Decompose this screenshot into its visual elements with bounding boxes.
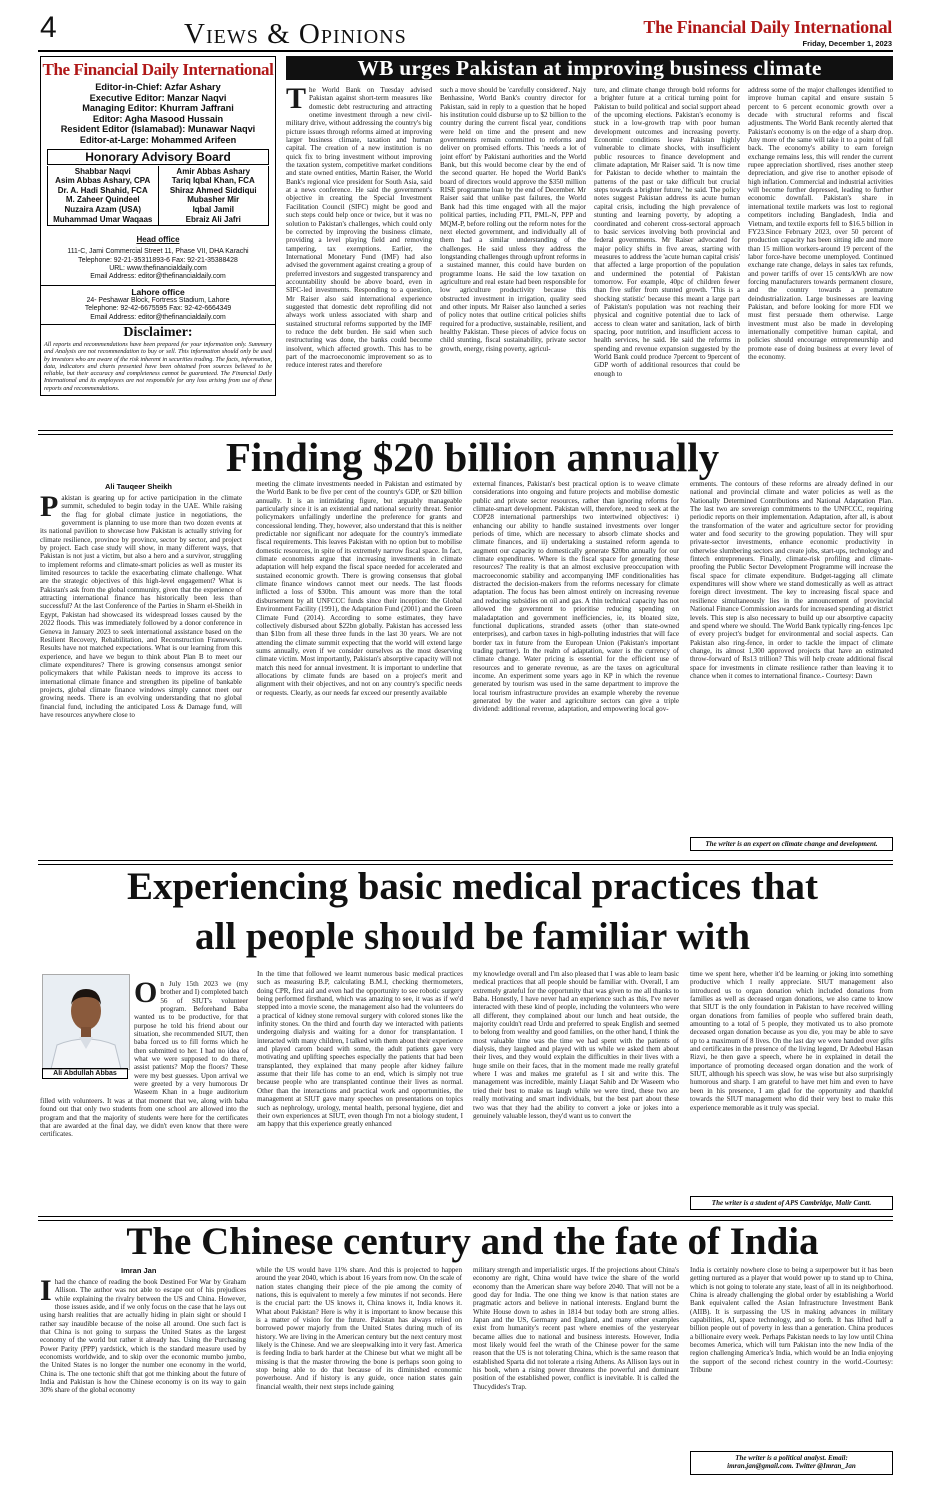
head-office-label <box>41 229 275 247</box>
lahore-office-address <box>41 297 275 322</box>
article2-writer-note: The writer is an expert on climate change and development. <box>690 837 893 851</box>
disclaimer-title: Disclaimer: <box>41 324 275 341</box>
article3-writer-note: The writer is a student of APS Cambridge, Malir Cantt. <box>690 1196 893 1210</box>
board-member: Muhammad Umar Waqaas <box>53 214 153 224</box>
article4-column-2: while the US would have 11% share. And this is projected to happen around the year 2040, which is about 16 years from now. On the scale of nation states changing their piece of the pie among the comity of nations, this is equivalent to merely a few minutes if not seconds. Here is the crucial part: the US knows it, China knows it, India knows it. What about Pakistan? Here is why it is important to know because this is a matter of vision for the future. Pakistan has always relied on borrowed power majorly from the United States during much of its history. We are living in the American century but the next century most likely is the Chinese. And we are sleepwalking into it very fast. America is feeding India to bark harder at the Chinese but what we might all be missing is that the master throwing the bone is perhaps soon going to stop being able to do that because of its diminished economic powerhouse. And if history is any guide, once nation states gain financial wealth, their next steps include gaining <box>256 1266 462 1391</box>
board-member: Dr. A. Hadi Shahid, FCA <box>57 185 148 195</box>
article2-column-4: ernments. The contours of these reforms are already defined in our national and provincial climate and water policies as well as the Nationally Determined Contributions and National Adaptation Plan. The last two are sovereign commitments to the UNFCCC, requiring periodic reports on their implementation. Adaptation, after all, is about the transformation of the water and agriculture sector for providing water and food security to the growing population. They will spur private-sector investments, enhance economic productivity in otherwise slumbering sectors and create jobs, start-ups, technology and fintech entrepreneurs. Finally, climate-risk profiling and climate-proofing the Public Sector Development Programme will increase the fiscal space for climate expenditure. Budget-tagging all climate expenditures will show where we stand domestically as well as attract foreign direct investment. The key to increasing fiscal space and resilience simultaneously lies in the announcement of provincial National Finance Commission awards for increased spending at district levels. This step is also necessary to build up our absorptive capacity and spend where we should. The World Bank typically ring-fences 1pc of every project's budget for environmental and social aspects. Can Pakistan also ring-fence, in order to tackle the impact of climate change, its almost 1,300 approved projects that have an estimated throw-forward of Rs13 trillion? This will help create additional fiscal space for investments in climate resilience rather than leaving it to chance when it comes to international finance.- Courtesy: Dawn <box>690 480 893 680</box>
dropcap: P <box>40 494 59 523</box>
dropcap: I <box>40 1278 52 1307</box>
page-number: 4 <box>40 11 57 44</box>
article2-column-1 <box>40 494 242 862</box>
address-line: Email Address: editor@thefinancialdaily.com <box>90 313 226 321</box>
board-member: M. Zaheer Quindeel <box>65 195 140 205</box>
advisory-board <box>47 166 269 227</box>
article3-text-1: n July 15th 2023 we (my brother and I) completed batch 56 of SIUT's volunteer program. Beforehand Baba wanted us to be productive, for that purpose he told his friend about our situation, she recommended SIUT, then baba forced us to fill forms which he then submitted to her. I had no idea of what we were supposed to do there, assist patients? Mop the floors? These were my best guesses. Upon arrival we were greeted by a very humorous Dr Waseem Khan in a huge auditorium filled with volunteers. It was at that moment that we, along with baba found out that only two students from one school are allowed into the program and that the majority of students were here for the certificates that are awarded at the final day, we didn't even know that there were certificates. <box>40 980 248 1139</box>
board-member: Mubasher Mir <box>187 195 240 205</box>
head-office-label-text: Head office <box>136 235 180 245</box>
address-line: Telephone: 92-42-6675595 Fax: 92-42-6664349 <box>84 305 232 313</box>
editor-line: Editor-in-Chief: Azfar Ashary <box>95 82 221 92</box>
header-paper-name: The Financial Daily International <box>643 17 892 37</box>
article3-column-4: time we spent here, whether it'd be learning or joking into something productive which I really appreciate. SIUT management also introduced us to organ donation which included donations from families as well as deceased organ donations, we also came to know that SIUT is the only foundation in Pakistan to have received willing organ donations from families of people who suffered brain death, amounting to a total of 5 people, they motivated us to also promote deceased organ donation because as you die, you may be able to save up to a maximum of 8 lives. On the last day we were handed over gifts and certificates in the presence of the living legend, Dr Adeebul Hasan Rizvi, he then gave a speech, where he in explained in detail the importance of promoting deceased organ donation and the work of SIUT, although his speech was slow, he was wise but also surprisingly humorous and sharp. I am grateful to have met him and even to have been in his presence, I am glad for the opportunity and thankful towards the SIUT management who did their very best to make this experience memorable as it truly was special. <box>690 970 893 1112</box>
article2-byline: Ali Tauqeer Sheikh <box>105 482 172 491</box>
article3-column-2: In the time that followed we learnt numerous basic medical practices such as measuring B.P, calculating B.M.I, checking thermometers, doing CPR, first aid and even had the opportunity to see robotic surgery being performed firsthand, which was amazing to see, it was as if we'd stepped into a movie scene, the management also had the volunteers do a practical of kidney stone removal surgery with colored stones like the infinity stones. On the third and fourth day we interacted with patients undergoing dialysis and waiting for a donor for transplantation. I interacted with many children, I talked with them about their experience and played carom board with some, the adult patients gave very motivating and uplifting speeches especially the patients that had been transplanted, they explained that many people after kidney failure assume that their life has come to an end, which is simply not true because people who are transplanted continue their lives as normal. Other than the interactions and practical work and opportunities, the management at SIUT gave many speeches on presentations on topics such as nephrology, urology, mental health, personal hygiene, diet and their own experiences at SIUT, even though I'm not a biology student, I am happy that this experience greatly enhanced <box>257 970 463 1129</box>
article4-column-4: India is certainly nowhere close to being a superpower but it has been getting nurtured as a player that would power up to stand up to China, which is not going to tolerate any state, least of all in its neighborhood. China is already challenging the global order by establishing a World Bank equivalent called the Asian Infrastructure Investment Bank (AIIB). It is surpassing the US in making advances in military capabilities, AI, space technology, and so forth. It has lifted half a billion people out of poverty in less than a generation. China produces a billionaire every week. Perhaps Pakistan needs to lay low until China becomes America, which will turn Pakistan into the new India of the region challenging America's India, which would be an India enjoying the support of the second richest country in the world.-Courtesy: Tribune <box>690 1266 893 1375</box>
article2-headline: Finding $20 billion annually <box>225 434 720 480</box>
board-member: Amir Abbas Ashary <box>176 166 251 176</box>
address-line: 24- Peshawar Block, Fortress Stadium, Lahore <box>86 296 230 304</box>
header-date: Friday, December 1, 2023 <box>802 39 892 48</box>
article3-headline-line2: all people should be familiar with <box>194 915 751 958</box>
editor-line: Editor: Agha Masood Hussain <box>92 113 224 124</box>
board-member: Shabbar Naqvi <box>74 166 131 176</box>
board-member: Nuzaira Azam (USA) <box>64 204 142 214</box>
article1-column-2: such a move should be 'carefully considered'. Najy Benhassine, World Bank's country director for Pakistan, said in reply to a question that he hoped his institution could disburse up to $2 billion to the country during the current fiscal year, conditions were held on time and the present and new governments remain committed to reforms and deliver on promised efforts. This 'needs a lot of joint effort' by Pakistani authorities and the World Bank, but this would become clear by the end of the second quarter. He hoped the World Bank's board of directors would approve the $350 million RISE programme loan by the end of December. Mr Raiser said that unlike past failures, the World Bank had this time engaged with all the major political parties, including PTI, PML-N, PPP and MQM-P, before rolling out the reform notes for the next elected government, and individually all of them had a similar understanding of the challenges. He said unless they address the longstanding challenges through upfront reforms in a sustained manner, this could have burden on programme loans. He said the low taxation on agriculture and real estate had been responsible for low agriculture productivity because this obstructed investment in irrigation, quality seed and other inputs. Mr Raiser also launched a series of policy notes that outline critical policies shifts required for a productive, sustainable, resilient, and healthy Pakistan. These pieces of advice focus on child stunting, fiscal sustainability, private sector growth, energy, rising poverty, agricul- <box>440 86 586 353</box>
board-member: Shiraz Ahmed Siddiqui <box>169 185 257 195</box>
article1-headline: WB urges Pakistan at improving business climate <box>286 56 893 80</box>
masthead-title: The Financial Daily International <box>42 60 274 79</box>
board-left-column <box>48 166 159 226</box>
header-rule <box>38 50 893 52</box>
advisory-board-title: Honorary Advisory Board <box>47 149 269 165</box>
address-line: 111-C, Jami Commercial Street 11, Phase VII, DHA Karachi <box>67 248 249 256</box>
article2-column-2: meeting the climate investments needed in Pakistan and estimated by the World Bank to be five per cent of the country's GDP, or $20 billion annually. It is an intimidating figure, but arguably manageable particularly since it is an existential and national security threat. Senior policymakers unfailingly underline the preference for grants and concessional lending. They, however, also understand that this is neither predictable nor significant nor adequate for the country's immediate fiscal requirements. This leaves Pakistan with no option but to mobilise domestic resources, in spite of its extremely narrow fiscal space. In fact, climate economists argue that increasing investments in climate adaptation will help expand the fiscal space needed for accelerated and sustained economic growth. There is growing consensus that global climate finance windows cannot meet our needs. The last floods inflicted a loss of $30bn. This amount was more than the total disbursement by all UNFCCC funds since their inception: the Global Environment Facility (1991), the Adaptation Fund (2001) and the Green Climate Fund (2014). According to some estimates, they have collectively disbursed about $22bn globally. Pakistan has accessed less than $1bn from all these three funds in the last 30 years. We are not attending the climate summit expecting that the world will extend large sums annually, even if we consider ourselves as the most deserving climate victim. Most importantly, Pakistan's absorptive capacity will not match this need for annual investment. It is important to underline that allocations by climate funds are based on a project's merit and alignment with their objectives, and not on any country's specific needs or requests. Clearly, as our needs far exceed our presently available <box>256 480 462 697</box>
photo-spacer <box>40 980 134 1092</box>
article4-text-1: had the chance of reading the book Destined For War by Graham Allison. The author was not able to escape out of his prejudices while explaining the rivalry between the US and China. However, those issues aside, and if we only focus on the case that he lays out using harsh realities that are actually hiding in plain sight or should I rather say inaudible because of the noise all around. One such fact is that China is not going to surpass the United States as the largest economy of the world but rather it already has. Using the Purchasing Power Parity (PPP) yardstick, which is the standard measure used by economists worldwide, and to skip over the economic mumbo jumbo, the United States is no longer the number one economy in the world, China is. The one tectonic shift that got me thinking about the future of India and Pakistan is how the Chinese economy is on its way to gain 30% share of the global economy <box>40 1278 246 1395</box>
article3-headline-line1: Experiencing basic medical practices that <box>126 865 819 908</box>
note-line: The writer is a political analyst. Email: <box>735 1454 848 1462</box>
article3-column-3: my knowledge overall and I'm also pleased that I was able to learn basic medical practices that all people should be familiar with. Overall, I am extremely grateful for the opportunity that was given to me all thanks to Baba. Honestly, I have never had an experience such as this, I've never interacted with these kind of people, including the volunteers who were all different, they complained about our lunch and heat outside, the majority couldn't read Urdu and preferred to speak English and seemed to belong from wealthy and good families, on the other hand, I think the most valuable time was the time we had spent with the patients of dialysis, they laughed and played with us while we asked them about their lives, and they would explain the difficulties in their lives with a huge smile on their faces, that in the moment made me really grateful where I was and makes me grateful as I sit and write this. The management was incredible, mainly Liaqat Sahib and Dr Waseem who tried their best to make us laugh while we were tired, these two are really motivating and smart individuals, but the best part about these two was that they had the ability to convert a joke or jokes into a genuinely valuable lesson, they'd want us to convert the <box>473 970 679 1120</box>
board-member: Iqbal Jamil <box>192 204 234 214</box>
note-line: imran.jan@gmail.com. Twitter @Imran_Jan <box>727 1462 856 1470</box>
dropcap: O <box>134 980 158 1009</box>
article4-byline: Imran Jan <box>121 1266 157 1275</box>
article2-text-1: akistan is gearing up for active participation in the climate summit, scheduled to begin today in the UAE. While raising the flag for global climate justice in negotiations, the government is planning to use more than two dozen events at its national pavilion to showcase how Pakistan is actually striving for climate resilience, province by province, sector by sector, and project by project. Each case study will show, in many different ways, that Pakistan is not just a victim, but also a hero and a survivor, struggling to implement reforms and climate-smart policies as well as muster its limited resources to tackle the exacerbating climate challenge. What are the strategic objectives of this high-level engagement? What is Pakistan's ask from the global community, given that the experience of attracting international finance has historically been less than successful? At the last Conference of the Parties in Sharm el-Sheikh in Egypt, Pakistan had showcased its widespread losses caused by the 2022 floods. This was immediately followed by a donor conference in Geneva in January 2023 to seek international assistance based on the Resilient Recovery, Rehabilitation, and Reconstruction Framework. Results have not matched expectations. What is our learning from this experience, and have we begun to think about Plan B to meet our climate expenditures? There is growing consensus amongst senior policymakers that while Pakistan needs to improve its access to international climate finance and strengthen its pipeline of bankable projects, global climate finance windows simply cannot meet our growing needs. There is an evolving understanding that no global financial fund, including the anticipated Loss & Damage fund, will have resources anywhere close to <box>40 494 242 719</box>
article1-column-1 <box>286 86 432 426</box>
article4-column-1 <box>40 1278 246 1474</box>
board-member: Ebraiz Ali Jafri <box>185 214 241 224</box>
board-right-column <box>159 166 269 226</box>
disclaimer-text: All reports and recommendations have been prepared for your information only. Summary and Analysis are not recommendation to buy or sell. This information should only be used by investors who are aware of the risk inherent in securities trading. The facts, information, data, indicators and charts presented have been obtained from sources believed to be reliable, but their accuracy and completeness cannot be guaranteed. The Financial Daily International and its employees are not responsible for any loss arising from use of these reports and recommendations. <box>44 340 272 392</box>
article4-column-3: military strength and imperialistic urges. If the projections about China's economy are right, China would have twice the share of the world economy than the American share way before 2040. That will not be a good day for India. The one thing we know is that nation states are pragmatic actors and believe in national interests. England burnt the White House down to ashes in 1814 but today both are strong allies. Japan and the US, Germany and England, and many other examples exist from humanity's recent past where enemies of the yesteryear became allies due to national and business interests. However, India most likely would feel the wrath of the Chinese power for the same reason that the US is not tolerating China, which is the same reason that established Sparta did not tolerate a rising Athens. As Allison lays out in his book, when a rising power threatens the powerful and dominant position of the established power, conflict is inevitable. It is called the Thucydides's Trap. <box>473 1266 679 1391</box>
masthead-box <box>40 56 276 396</box>
article4-headline: The Chinese century and the fate of India <box>126 1220 819 1263</box>
article4-writer-note <box>690 1451 893 1475</box>
address-line: Email Address: editor@thefinancialdaily.com <box>90 273 226 281</box>
lahore-office-label: Lahore office <box>41 285 275 297</box>
masthead-editors <box>41 82 275 146</box>
head-office-address <box>41 248 275 282</box>
address-line: URL: www.thefinancialdaily.com <box>109 264 207 272</box>
editor-line: Editor-at-Large: Mohammed Arifeen <box>79 134 237 145</box>
dropcap: T <box>286 86 307 115</box>
board-member: Tariq Iqbal Khan, FCA <box>171 176 255 186</box>
editor-line: Managing Editor: Khurram Jaffrani <box>82 103 234 114</box>
article3-column-1 <box>40 980 248 1212</box>
article1-text-1: he World Bank on Tuesday advised Pakistan against short-term measures like domestic debt restructuring and attracting onetime investment through a new civil-military drive, without addressing the country's big picture issues through reforms aimed at improving larger business climate, taxation and human capital. The creation of a new institution is no quick fix to bring investment without improving the taxation system, competitive market conditions and state owned entities, Martin Raiser, the World Bank's regional vice president for South Asia, said at a news conference. He said the government's objective in creating the Special Investment Facilitation Council (SIFC) might be good and such steps could help once or twice, but it was no solution to Pakistan's challenges, which could only be corrected by improving the business climate, providing a level playing field and removing tampering, tax exemptions. Earlier, the International Monetary Fund (IMF) had also advised the government against creating a group of preferred investors and suggested transparency and accountability should be above board, even in SIFC-led investments. Responding to a question, Mr Raiser also said international experience suggested that domestic debt reprofiling did not always work unless associated with sharp and sustained structural reforms supported by the IMF to reduce the debt burden. He said when such restructuring was done, the banks could become insolvent, which affected growth. This has to be part of the macroeconomic improvement so as to reduce interest rates and therefore <box>286 86 432 370</box>
section-title: Views & Opinions <box>184 18 407 50</box>
address-line: Telephone: 92-21-35311893-6 Fax: 92-21-35388428 <box>78 256 238 264</box>
board-member: Asim Abbas Ashary, CPA <box>55 176 151 186</box>
article2-column-3: external finances, Pakistan's best practical option is to weave climate considerations into ongoing and future projects and mobilise domestic public and private sector resources, rather than ignoring reforms for climate-smart development. Pakistan will, therefore, need to seek at the COP28 international partnerships two intertwined objectives: i) enhancing our ability to handle sustained investments over longer periods of time, which are necessary to absorb climate shocks and climate finances, and ii) undertaking a sustained reform agenda to augment our capacity to domestically generate $20bn annually for our climate expenditures. Where is the fiscal space for generating these resources? The reality is that an almost exclusive preoccupation with macroeconomic stability and accompanying IMF conditionalities has distracted the decision-makers from the reforms necessary for climate adaptation. The focus has been almost entirely on increasing revenue and reducing subsidies on oil and gas. A thin technical capacity has not allowed the government to prioritise reducing spending on maladaptation and government inefficiencies, ie, its bloated size, functional duplications, stranded assets (other than state-owned enterprises), and carbon taxes in high-polluting industries that will face border tax in future from the European Union (Pakistan's important trading partner). In the realm of adaptation, water is the currency of climate change. Water pricing is essential for the efficient use of resources and to generate revenue, as are the taxes on agricultural income. An experiment some years ago in KP in which the revenue generated by tourism was used in the same department to improve the local tourism infrastructure provides an example whereby the revenue generated by the water and agriculture sectors can give a triple dividend: additional revenue, adaptation, and empowering local gov- <box>473 480 679 714</box>
author-photo-caption: Ali Abdullah Abbas <box>42 1068 128 1079</box>
editor-line: Executive Editor: Manzar Naqvi <box>89 92 227 103</box>
editor-line: Resident Editor (Islamabad): Munawar Naqvi <box>60 124 256 135</box>
article1-column-4: address some of the major challenges identified to improve human capital and ensure sustain 5 percent to 6 percent economic growth over a decade with structural reforms and fiscal adjustments. The World Bank recently alerted that Pakistan's economy is on the edge of a sharp drop. Any more of the same will take it to a point of fall back. The economy's ability to earn foreign exchange remains less, this will render the current rupee appreciation shortlived, rises another steep depreciation, and give rise to another episode of high inflation. Commercial and industrial activities will become further depressed, leading to further economic downfall. Pakistan's share in international textile markets was lost to regional competitors including Bangladesh, India and Vietnam, and textile exports fell to $16.5 billion in FY23.Since February 2023, over 50 percent of production capacity has been sitting idle and more than 15 million workers-around 19 percent of the labor force-have become unemployed. Continued exchange rate change, delays in sales tax refunds, and power tariffs of over 15 cents/kWh are now forcing manufacturers towards permanent closure, and the country towards a premature deindustrialization. Large businesses are leaving Pakistan, and before looking for more FDI we must first persuade them otherwise. Large investment must also be made in developing internationally competitive human capital, and policies should encourage entrepreneurship and promote ease of doing business at every level of the economy. <box>748 86 893 361</box>
article1-column-3: ture, and climate change through bold reforms for a brighter future at a critical turning point for Pakistan to build political and social support ahead of the upcoming elections. Pakistan's economy is stuck in a low-growth trap with poor human development outcomes and increasing poverty. Economic conditions leave Pakistan highly vulnerable to climate shocks, with insufficient public resources to finance development and climate adaptation, Mr Raiser said. 'It is now time for Pakistan to decide whether to maintain the patterns of the past or take difficult but crucial steps towards a brighter future,' he said. The policy notes suggest Pakistan address its acute human capital crisis, including the high prevalence of stunting and learning poverty, by adopting a coordinated and coherent cross-sectoral approach to basic services involving both provincial and federal governments. Mr Raiser advocated for major policy shifts in five areas, starting with measures to address the 'acute human capital crisis' that affected a large proportion of the population and undermined the potential of Pakistan tomorrow. For example, 40pc of children fewer than five suffer from stunted growth. 'This is a shocking statistic' because this meant a large part of Pakistan's population was not reaching their physical and cognitive potential due to lack of access to clean water and sanitation, lack of birth spacing, poor nutrition, and insufficient access to health services, he said. He said the reforms in spending and revenue expansion suggested by the World Bank could produce 7percent to 9percent of GDP worth of additional resources that could be enough to <box>594 86 740 378</box>
